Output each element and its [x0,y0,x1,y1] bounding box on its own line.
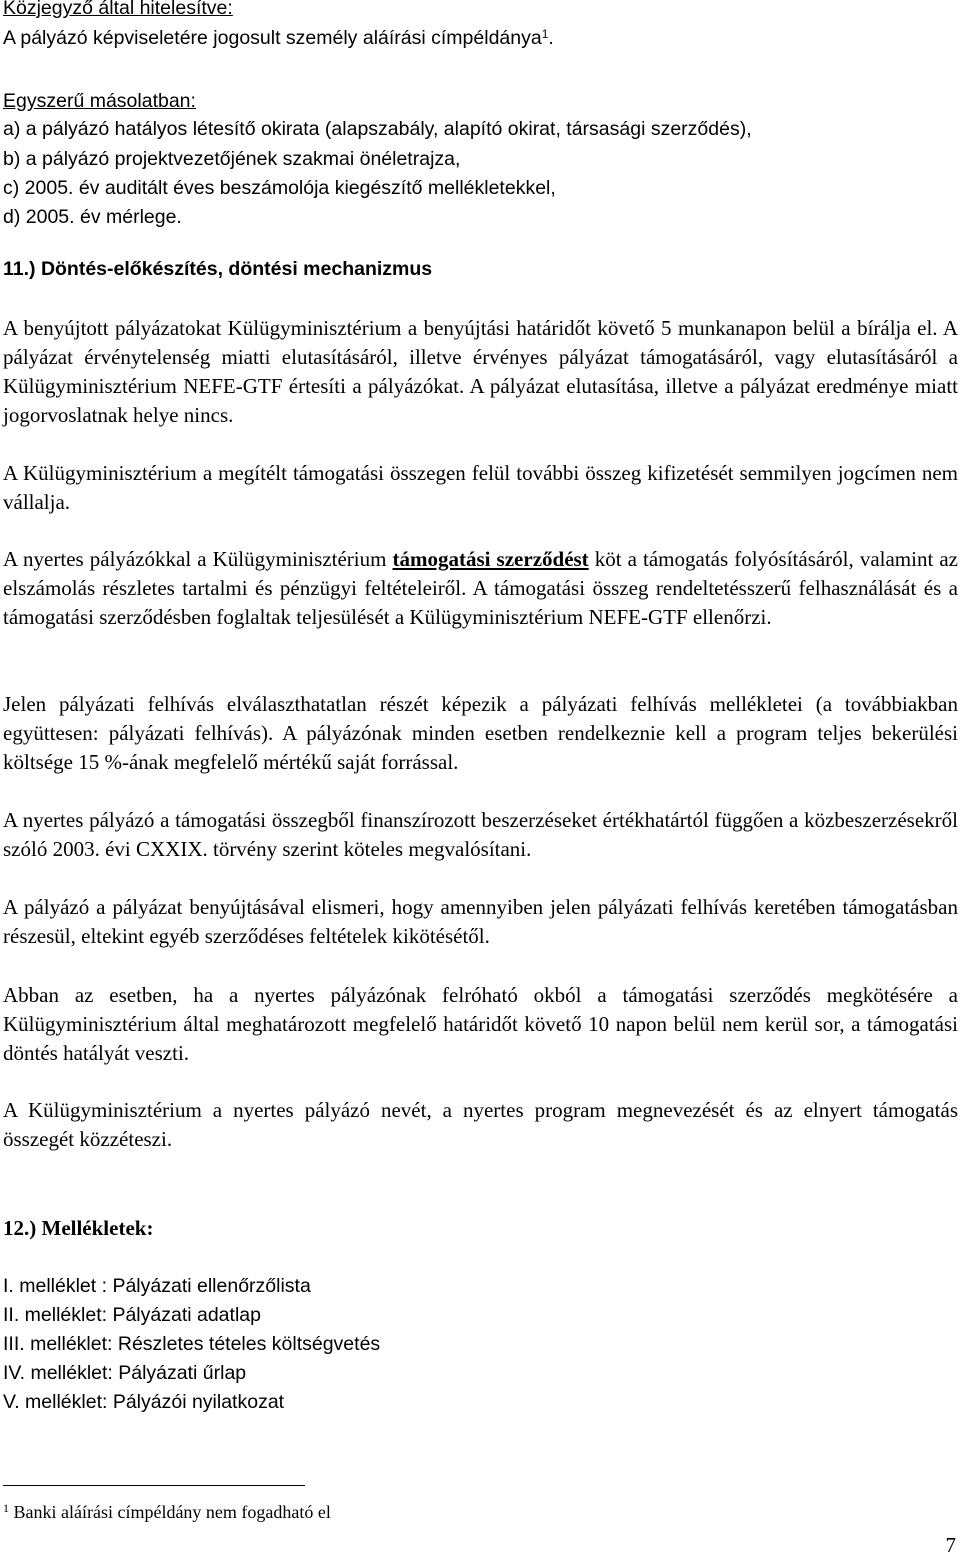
copy-item-b: b) a pályázó projektvezetőjének szakmai önéletrajza, [3,148,461,170]
copy-heading: Egyszerű másolatban: [3,90,196,112]
footnote-text: Banki aláírási címpéldány nem fogadható el [9,1502,331,1522]
section-11-paragraph-6: A pályázó a pályázat benyújtásával elismeri, hogy amennyiben jelen pályázati felhívás keretében támogatásban részesül, eltekint egyéb szerződéses feltételek kikötésétől. [3,895,958,948]
certified-heading: Közjegyző által hitelesítve: [3,0,233,19]
annex-item-2: II. melléklet: Pályázati adatlap [3,1304,261,1326]
section-11-paragraph-4: Jelen pályázati felhívás elválaszthatatlan részét képezik a pályázati felhívás mellékletei (a továbbiakban együttesen: pályázati felhívás). A pályázónak minden esetben rendelkeznie kell a program teljes bekerülési költsége 15 %-ának megfelelő mértékű saját forrással. [3,692,958,774]
copy-item-d: d) 2005. év mérlege. [3,206,182,228]
footnote-separator [3,1485,305,1486]
copy-item-c: c) 2005. év auditált éves beszámolója kiegészítő mellékletekkel, [3,177,556,199]
signature-end: . [548,27,554,49]
section-11-paragraph-8: A Külügyminisztérium a nyertes pályázó nevét, a nyertes program megnevezését és az elnyert támogatás összegét közzéteszi. [3,1098,958,1151]
copy-item-a: a) a pályázó hatályos létesítő okirata (alapszabály, alapító okirat, társasági szerződés), [3,118,752,140]
section-11-paragraph-2: A Külügyminisztérium a megítélt támogatási összegen felül további összeg kifizetését semmilyen jogcímen nem vállalja. [3,461,958,514]
paragraph-3-after: köt a támogatás folyósításáról, valamint az elszámolás részletes tartalmi és pénzügyi feltételeiről. A támogatási összeg rendeltetésszerű felhasználását és a támogatási szerződésben foglaltak teljesülését a Külügyminisztérium NEFE-GTF ellenőrzi. [3,547,958,629]
section-11-paragraph-5: A nyertes pályázó a támogatási összegből finanszírozott beszerzéseket értékhatártól függően a közbeszerzésekről szóló 2003. évi CXXIX. törvény szerint köteles megvalósítani. [3,808,958,861]
footnote-reference: 1 [541,27,549,41]
footnote [3,1500,331,1524]
annex-item-1: I. melléklet : Pályázati ellenőrzőlista [3,1275,311,1297]
page-number: 7 [945,1533,956,1557]
annex-item-5: V. melléklet: Pályázói nyilatkozat [3,1391,285,1413]
footnote-marker: 1 [3,1501,9,1515]
support-contract-emphasis: támogatási szerződést [392,547,589,571]
section-11-paragraph-3 [3,545,958,632]
section-12-title: 12.) Mellékletek: [3,1216,154,1240]
section-11-paragraph-7: Abban az esetben, ha a nyertes pályázónak felróható okból a támogatási szerződés megkötésére a Külügyminisztérium által meghatározott megfelelő határidőt követő 10 napon belül nem kerül sor, a támogatási döntés hatályát veszti. [3,983,958,1065]
section-11-paragraph-1: A benyújtott pályázatokat Külügyminisztérium a benyújtási határidőt követő 5 munkanapon belül a bírálja el. A pályázat érvénytelenség miatti elutasításáról, illetve érvényes pályázat támogatásáról, vagy elutasításáról a Külügyminisztérium NEFE-GTF értesíti a pályázókat. A pályázat elutasítása, illetve a pályázat eredménye miatt jogorvoslatnak helye nincs. [3,316,958,427]
section-11-title: 11.) Döntés-előkészítés, döntési mechanizmus [3,258,433,280]
annex-item-4: IV. melléklet: Pályázati űrlap [3,1362,247,1384]
signature-line [3,24,554,53]
annex-item-3: III. melléklet: Részletes tételes költségvetés [3,1333,381,1355]
paragraph-3-before: A nyertes pályázókkal a Külügyminisztérium [3,547,393,571]
signature-text: A pályázó képviseletére jogosult személy aláírási címpéldánya [3,27,542,49]
